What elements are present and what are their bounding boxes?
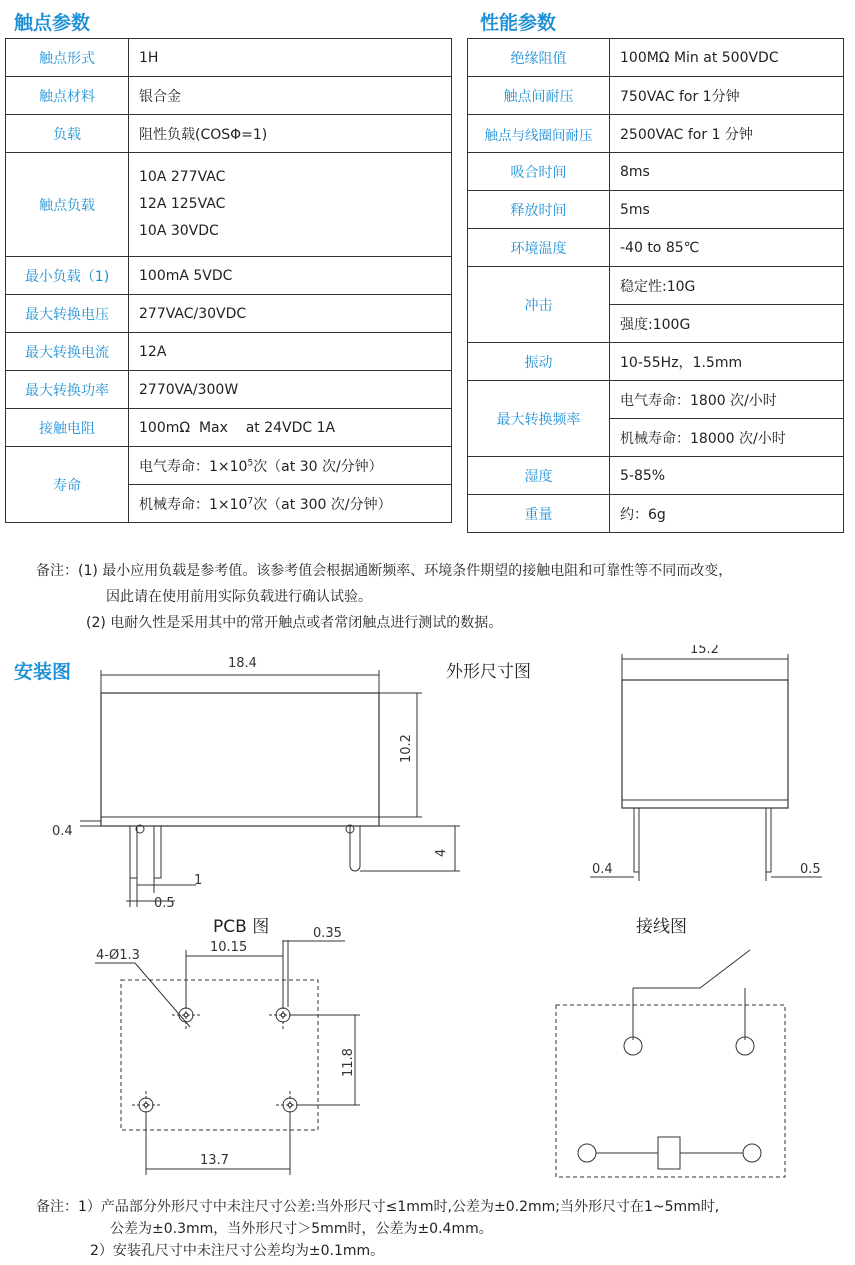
contact-params-table <box>5 38 452 523</box>
row-value: 750VAC for 1分钟 <box>610 77 844 115</box>
row-value <box>129 153 452 257</box>
life-exp: 7 <box>247 495 254 506</box>
row-key: 最大转换电流 <box>6 333 129 371</box>
row-key: 负载 <box>6 115 129 153</box>
table-row <box>468 77 844 115</box>
dim-pin-thickness: 0.35 <box>313 926 342 941</box>
dim-side-base: 0.4 <box>592 862 613 877</box>
pcb-labels <box>96 926 356 1168</box>
table-row <box>468 115 844 153</box>
table-row <box>6 333 452 371</box>
table-row <box>468 153 844 191</box>
row-value: 机械寿命：18000 次/小时 <box>610 419 844 457</box>
row-key: 冲击 <box>468 267 610 343</box>
table-row <box>6 153 452 257</box>
load-line: 12A 125VAC <box>139 196 226 212</box>
performance-params-title: 性能参数 <box>480 12 557 34</box>
dim-base: 0.4 <box>52 824 73 839</box>
contact-params-title: 触点参数 <box>14 12 91 34</box>
mechanical-drawings <box>0 645 855 1190</box>
dim-pin-length: 4 <box>434 848 449 857</box>
life-post: 次（at 30 次/分钟） <box>253 458 383 475</box>
row-value: 银合金 <box>129 77 452 115</box>
dim-length: 18.4 <box>228 656 257 671</box>
dim-height: 10.2 <box>399 734 414 763</box>
row-key: 振动 <box>468 343 610 381</box>
dim-row-pitch: 11.8 <box>341 1048 356 1077</box>
table-row <box>6 409 452 447</box>
row-key: 吸合时间 <box>468 153 610 191</box>
note-1-line-2: 因此请在使用前用实际负载进行确认试验。 <box>106 589 372 605</box>
note-1-line-1: 备注：(1) 最小应用负载是参考值。该参考值会根据通断频率、环境条件期望的接触电阻和可靠性等不同而改变， <box>36 563 733 579</box>
row-key: 释放时间 <box>468 191 610 229</box>
table-row <box>468 495 844 533</box>
row-value: -40 to 85℃ <box>610 229 844 267</box>
row-key: 寿命 <box>6 447 129 523</box>
row-key: 最大转换功率 <box>6 371 129 409</box>
row-value: 5-85% <box>610 457 844 495</box>
front-view <box>80 670 460 907</box>
row-key: 环境温度 <box>468 229 610 267</box>
row-value: 8ms <box>610 153 844 191</box>
row-key: 触点负载 <box>6 153 129 257</box>
dim-holes: 4-Ø1.3 <box>96 948 140 963</box>
table-row <box>468 229 844 267</box>
side-view <box>590 654 822 881</box>
row-value: 电气寿命：1800 次/小时 <box>610 381 844 419</box>
life-pre: 机械寿命：1×10 <box>139 496 248 513</box>
load-line: 10A 277VAC <box>139 169 226 185</box>
row-value <box>129 485 452 523</box>
note-2-line-1: 备注：1）产品部分外形尺寸中未注尺寸公差:当外形尺寸≤1mm时,公差为±0.2mm;当外形尺寸在1~5mm时, <box>36 1199 720 1215</box>
row-key: 触点形式 <box>6 39 129 77</box>
performance-params-table <box>467 38 844 533</box>
life-exp: 5 <box>247 457 254 468</box>
row-key: 绝缘阻值 <box>468 39 610 77</box>
installation-title: 安装图 <box>14 661 72 683</box>
row-key: 触点与线圈间耐压 <box>468 115 610 153</box>
row-value: 强度:100G <box>610 305 844 343</box>
row-value: 12A <box>129 333 452 371</box>
pcb-layout <box>95 940 360 1175</box>
table-row <box>468 381 844 419</box>
life-pre: 电气寿命：1×10 <box>139 458 248 475</box>
dim-pin-width: 0.5 <box>154 896 175 911</box>
row-value: 2500VAC for 1 分钟 <box>610 115 844 153</box>
dim-pin-gap: 1 <box>194 873 203 888</box>
row-value: 5ms <box>610 191 844 229</box>
dim-hole-pitch: 10.15 <box>210 940 248 955</box>
row-value: 稳定性:10G <box>610 267 844 305</box>
table-row <box>468 457 844 495</box>
row-key: 重量 <box>468 495 610 533</box>
table-row <box>468 39 844 77</box>
table-row <box>6 447 452 485</box>
dim-width: 15.2 <box>690 645 719 657</box>
row-key: 接触电阻 <box>6 409 129 447</box>
row-value: 100MΩ Min at 500VDC <box>610 39 844 77</box>
table-row <box>468 343 844 381</box>
front-view-labels <box>52 656 449 911</box>
row-value: 10-55Hz，1.5mm <box>610 343 844 381</box>
table-row <box>6 371 452 409</box>
row-value: 约：6g <box>610 495 844 533</box>
row-value: 277VAC/30VDC <box>129 295 452 333</box>
load-line: 10A 30VDC <box>139 223 219 239</box>
note-2-line-3: 2）安装孔尺寸中未注尺寸公差均为±0.1mm。 <box>90 1243 385 1259</box>
row-value: 100mΩ Max at 24VDC 1A <box>129 409 452 447</box>
row-key: 最大转换电压 <box>6 295 129 333</box>
outline-title: 外形尺寸图 <box>446 662 531 682</box>
dim-col-pitch: 13.7 <box>200 1153 229 1168</box>
wiring-diagram <box>556 950 785 1177</box>
table-row <box>6 39 452 77</box>
life-post: 次（at 300 次/分钟） <box>253 496 392 513</box>
note-2-line-2: 公差为±0.3mm，当外形尺寸＞5mm时，公差为±0.4mm。 <box>110 1221 493 1237</box>
row-key: 触点间耐压 <box>468 77 610 115</box>
note-1-line-3: (2) 电耐久性是采用其中的常开触点或者常闭触点进行测试的数据。 <box>86 615 503 631</box>
row-key: 触点材料 <box>6 77 129 115</box>
row-value: 2770VA/300W <box>129 371 452 409</box>
table-row <box>6 295 452 333</box>
row-key: 湿度 <box>468 457 610 495</box>
table-row <box>6 115 452 153</box>
row-value: 1H <box>129 39 452 77</box>
row-key: 最小负载（1) <box>6 257 129 295</box>
table-row <box>6 77 452 115</box>
row-value: 100mA 5VDC <box>129 257 452 295</box>
wiring-title: 接线图 <box>636 917 687 937</box>
row-value: 阻性负载(COSΦ=1) <box>129 115 452 153</box>
table-row <box>6 257 452 295</box>
table-row <box>468 191 844 229</box>
dim-side-pin: 0.5 <box>800 862 821 877</box>
pcb-title: PCB 图 <box>213 917 270 937</box>
row-key: 最大转换频率 <box>468 381 610 457</box>
table-row <box>468 267 844 305</box>
row-value <box>129 447 452 485</box>
